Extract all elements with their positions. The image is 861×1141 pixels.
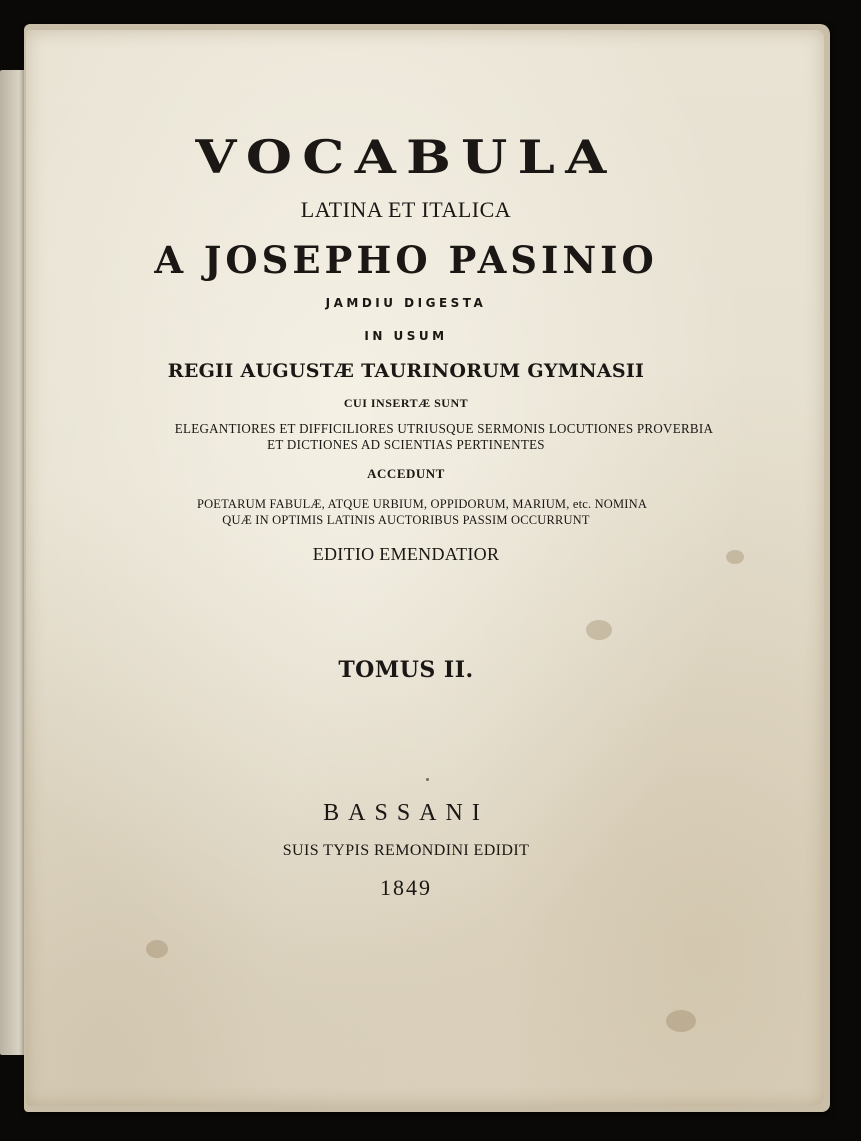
book-title: VOCABULA <box>195 130 617 184</box>
volume-line: TOMUS II. <box>338 657 474 683</box>
foxing-spot <box>726 550 744 564</box>
place-line: BASSANI <box>323 800 489 826</box>
edition-line: EDITIO EMENDATIOR <box>312 544 500 564</box>
book-author: A JOSEPHO PASINIO <box>154 238 658 282</box>
description-line-2: ET DICTIONES AD SCIENTIAS PERTINENTES <box>267 438 545 453</box>
title-page <box>26 30 824 1106</box>
description-line-1: ELEGANTIORES ET DIFFICILIORES UTRIUSQUE SERMONIS LOCUTIONES PROVERBIA <box>174 422 714 437</box>
addition-line-2: QUÆ IN OPTIMIS LATINIS AUCTORIBUS PASSIM OCCURRUNT <box>222 512 590 527</box>
insertae-line: CUI INSERTÆ SUNT <box>343 396 469 410</box>
digesta-line: JAMDIU DIGESTA <box>325 296 487 310</box>
foxing-spot <box>666 1010 696 1032</box>
addition-line-1: POETARUM FABULÆ, ATQUE URBIUM, OPPIDORUM, MARIUM, etc. NOMINA <box>196 496 648 511</box>
in-usum-line: IN USUM <box>364 329 448 343</box>
accedunt-line: ACCEDUNT <box>367 466 445 481</box>
year-line: 1849 <box>380 875 432 900</box>
printer-line: SUIS TYPIS REMONDINI EDIDIT <box>282 842 530 859</box>
book-subtitle: LATINA ET ITALICA <box>300 197 512 222</box>
foxing-spot <box>146 940 168 958</box>
institution-line: REGII AUGUSTÆ TAURINORUM GYMNASII <box>167 360 645 382</box>
foxing-spot <box>586 620 612 640</box>
ink-dot <box>426 778 429 781</box>
